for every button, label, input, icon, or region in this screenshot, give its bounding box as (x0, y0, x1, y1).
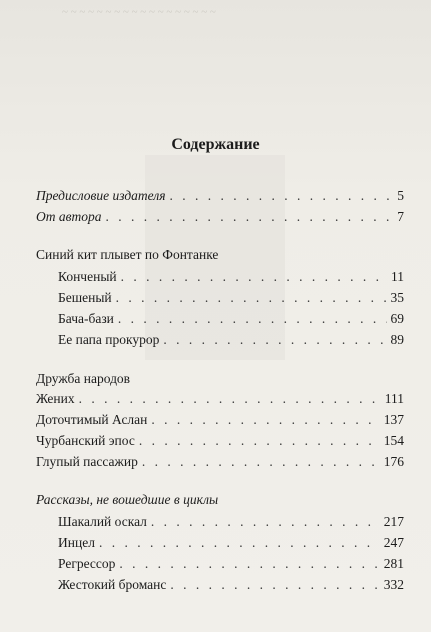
contents-title: Содержание (171, 136, 260, 153)
toc-entry-page: 176 (383, 454, 404, 469)
toc-entry[interactable] (58, 268, 404, 286)
leader-dots (170, 187, 394, 205)
toc-entry[interactable] (36, 411, 404, 429)
toc-entry-page: 111 (384, 391, 404, 406)
toc-entry[interactable] (36, 187, 404, 205)
toc-entry[interactable] (58, 576, 404, 594)
toc-entry-label: От автора (36, 209, 102, 224)
toc-entry-page: 5 (397, 188, 404, 203)
toc-entry[interactable] (36, 432, 404, 450)
section-heading: Синий кит плывет по Фонтанке (36, 247, 219, 262)
toc-entry-label: Жених (36, 391, 75, 406)
toc-entry-page: 332 (383, 577, 404, 592)
toc-entry-page: 89 (390, 332, 404, 347)
toc-entry[interactable] (58, 555, 404, 573)
leader-dots (79, 390, 381, 408)
show-through-text: ~ ~ ~ ~ ~ ~ ~ ~ ~ ~ ~ ~ ~ ~ ~ ~ ~ ~ (62, 6, 216, 18)
toc-entry-label: Шакалий оскал (58, 514, 147, 529)
toc-entry[interactable] (58, 331, 404, 349)
leader-dots (118, 310, 387, 328)
toc-entry-page: 217 (383, 514, 404, 529)
toc-entry-page: 281 (383, 556, 404, 571)
toc-entry[interactable] (58, 289, 404, 307)
toc-entry-label: Инцел (58, 535, 95, 550)
toc-entry[interactable] (36, 390, 404, 408)
toc-entry-page: 137 (383, 412, 404, 427)
toc-entry[interactable] (58, 310, 404, 328)
leader-dots (119, 555, 379, 573)
toc-entry-label: Предисловие издателя (36, 188, 166, 203)
leader-dots (121, 268, 387, 286)
leader-dots (116, 289, 387, 307)
section-heading: Рассказы, не вошедшие в циклы (36, 492, 219, 507)
toc-entry-label: Жестокий броманс (58, 577, 167, 592)
toc-entry[interactable] (36, 453, 404, 471)
leader-dots (142, 453, 380, 471)
leader-dots (99, 534, 380, 552)
toc-entry-page: 11 (391, 269, 404, 284)
toc-entry-page: 7 (397, 209, 404, 224)
leader-dots (163, 331, 386, 349)
leader-dots (139, 432, 380, 450)
toc-entry-page: 35 (390, 290, 404, 305)
toc-entry-page: 247 (383, 535, 404, 550)
toc-entry-label: Ее папа прокурор (58, 332, 160, 347)
leader-dots (151, 411, 379, 429)
toc-entry-label: Бача-бази (58, 311, 114, 326)
toc-entry[interactable] (58, 534, 404, 552)
toc-entry-label: Регрессор (58, 556, 116, 571)
leader-dots (170, 576, 379, 594)
toc-entry-page: 69 (390, 311, 404, 326)
toc-entry[interactable] (36, 208, 404, 226)
toc-entry-label: Чурбанский эпос (36, 433, 135, 448)
toc-entry-label: Глупый пассажир (36, 454, 138, 469)
toc-entry-page: 154 (383, 433, 404, 448)
section-heading: Дружба народов (36, 371, 131, 386)
leader-dots (151, 513, 380, 531)
leader-dots (105, 208, 393, 226)
toc-entry-label: Бешеный (58, 290, 112, 305)
toc-entry[interactable] (58, 513, 404, 531)
toc-entry-label: Конченый (58, 269, 117, 284)
toc-entry-label: Доточтимый Аслан (36, 412, 148, 427)
